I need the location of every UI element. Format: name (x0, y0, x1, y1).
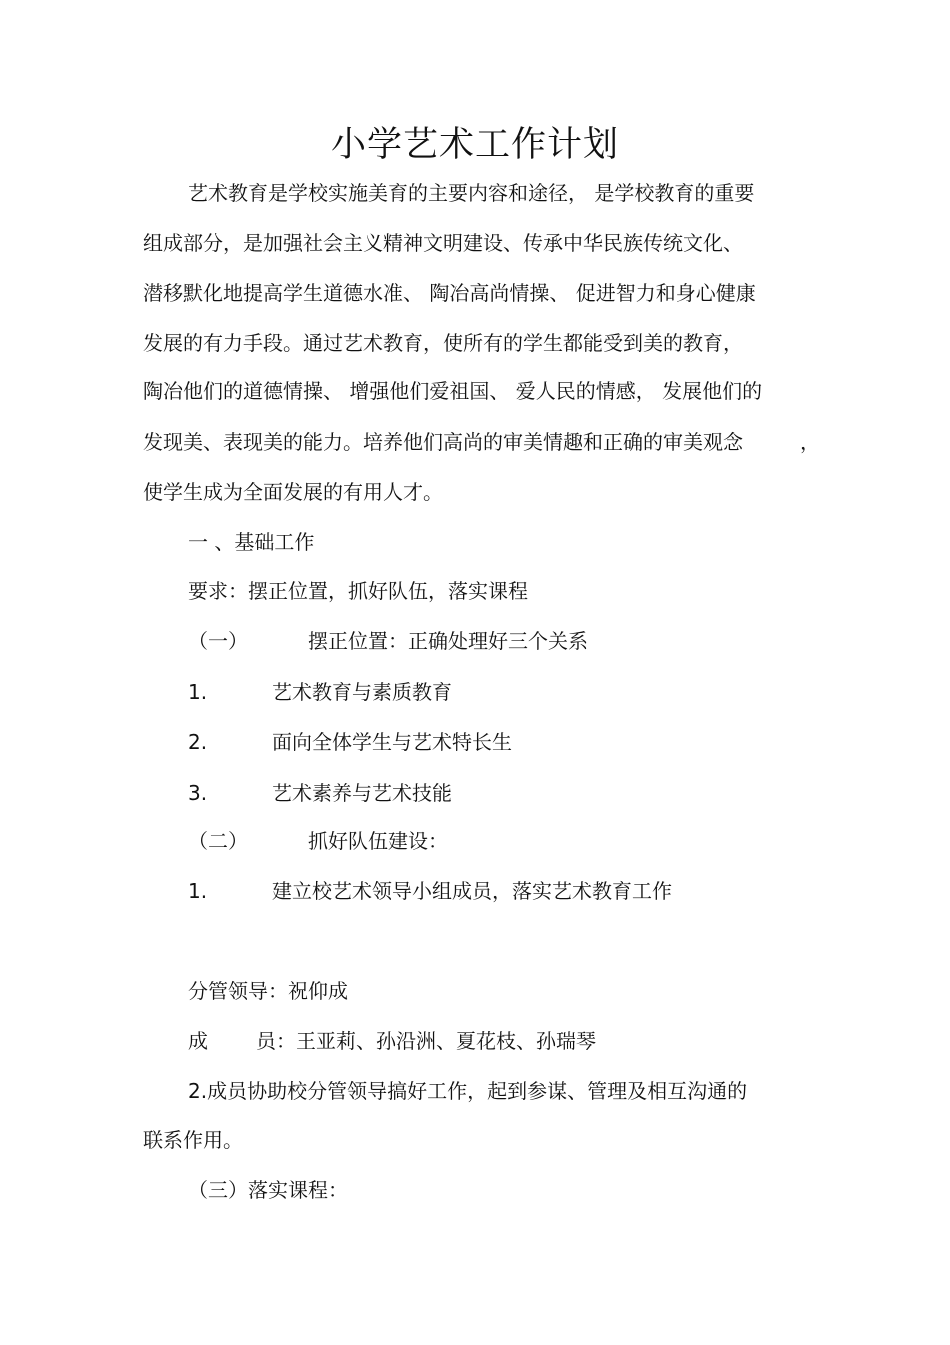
list-item (188, 729, 512, 755)
sub-heading-1-text: 摆正位置：正确处理好三个关系 (308, 629, 588, 653)
intro-line-7: 使学生成为全面发展的有用人才。 (143, 480, 443, 504)
list-item-text: 艺术素养与艺术技能 (272, 781, 452, 805)
list-item-text: 面向全体学生与艺术特长生 (272, 730, 512, 754)
sub-heading-2-label: （二） (188, 829, 248, 853)
intro-line-1: 艺术教育是学校实施美育的主要内容和途径， 是学校教育的重要 (188, 181, 755, 205)
section-heading-1: 一 、基础工作 (188, 530, 315, 554)
intro-trailing-comma: ， (800, 430, 820, 454)
list-item (188, 679, 452, 705)
list-item (188, 878, 672, 904)
list-item-number: 2. (188, 730, 208, 754)
sub-heading-2 (188, 828, 448, 854)
list-item-text: 艺术教育与素质教育 (272, 680, 452, 704)
members-label-b: 员：王亚莉、孙沿洲、夏花枝、孙瑞琴 (256, 1029, 596, 1053)
sub-heading-1-label: （一） (188, 629, 248, 653)
list-item (188, 780, 452, 806)
members-line (188, 1028, 596, 1054)
intro-line-5: 陶冶他们的道德情操、 增强他们爱祖国、 爱人民的情感， 发展他们的 (143, 379, 763, 403)
intro-line-3: 潜移默化地提高学生道德水准、 陶冶高尚情操、 促进智力和身心健康 (143, 281, 756, 305)
sub-heading-1 (188, 628, 588, 654)
sub-heading-2-text: 抓好队伍建设： (308, 829, 448, 853)
list-item-number: 1. (188, 680, 208, 704)
item-2-line-2: 联系作用。 (143, 1128, 243, 1152)
item-2-line-1: 2.成员协助校分管领导搞好工作，起到参谋、管理及相互沟通的 (188, 1079, 748, 1103)
intro-line-4: 发展的有力手段。通过艺术教育，使所有的学生都能受到美的教育， (143, 331, 743, 355)
leader-line: 分管领导：祝仰成 (188, 979, 348, 1003)
document-title: 小学艺术工作计划 (330, 125, 619, 165)
list-item-number: 1. (188, 879, 208, 903)
members-label-a: 成 (188, 1029, 208, 1053)
list-item-text: 建立校艺术领导小组成员，落实艺术教育工作 (272, 879, 672, 903)
requirement-line: 要求：摆正位置，抓好队伍，落实课程 (188, 579, 528, 603)
intro-line-6: 发现美、表现美的能力。培养他们高尚的审美情趣和正确的审美观念 (143, 430, 743, 454)
sub-heading-3: （三）落实课程： (188, 1178, 348, 1202)
list-item-number: 3. (188, 781, 208, 805)
intro-line-2: 组成部分，是加强社会主义精神文明建设、传承中华民族传统文化、 (143, 231, 743, 255)
